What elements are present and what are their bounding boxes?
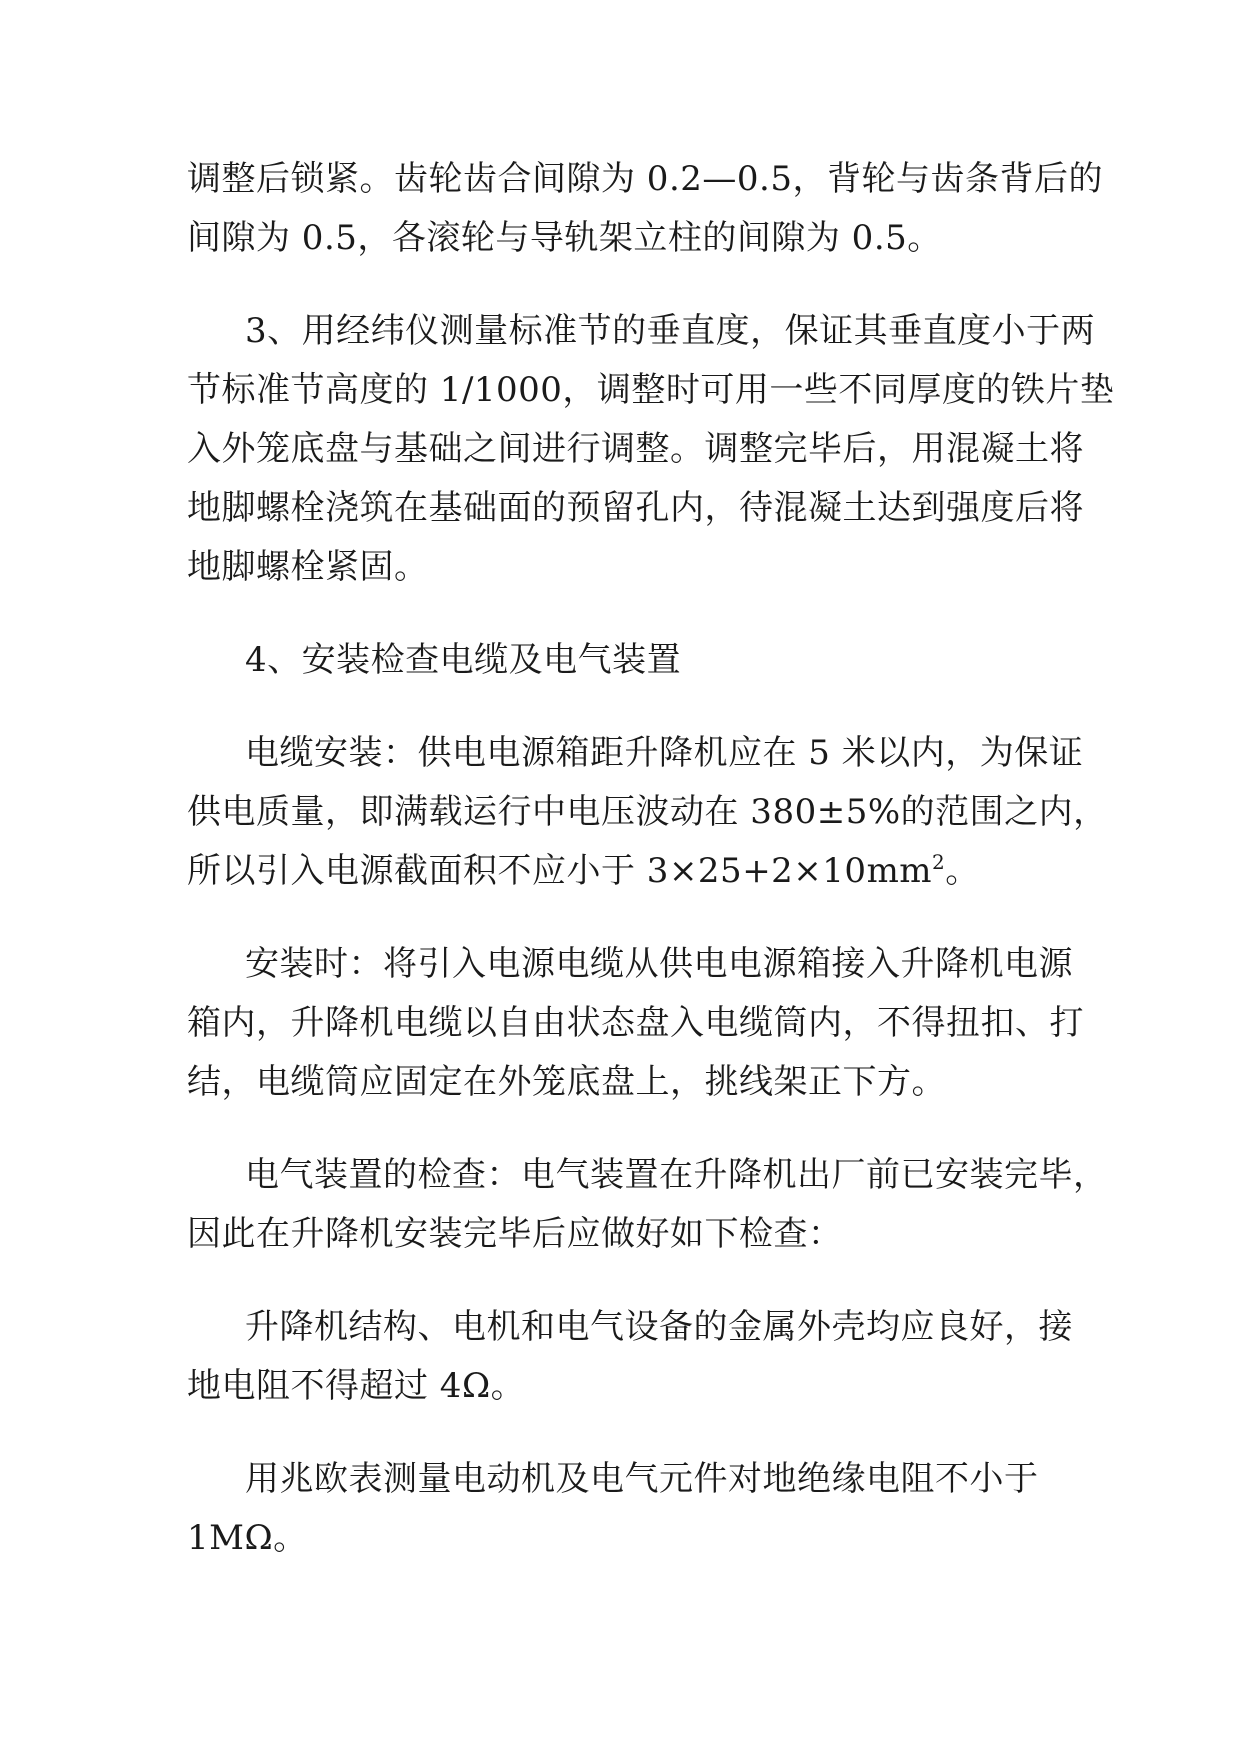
text-line: 地脚螺栓紧固。 [187,547,429,587]
paragraph-grounding-resistance [187,1298,1073,1416]
text-line: 电气装置的检查：电气装置在升降机出厂前已安装完毕， [245,1155,1108,1195]
paragraph-step-3-verticality [187,302,1115,597]
text-line: 升降机结构、电机和电气设备的金属外壳均应良好，接 [245,1307,1073,1347]
text-line: 安装时：将引入电源电缆从供电电源箱接入升降机电源 [245,944,1073,984]
text-line: 结，电缆筒应固定在外笼底盘上，挑线架正下方。 [187,1062,946,1102]
cable-section-text: 所以引入电源截面积不应小于 3×25+2×10mm [187,851,933,891]
text-line: 3、用经纬仪测量标准节的垂直度，保证其垂直度小于两 [245,311,1096,351]
text-line: 箱内，升降机电缆以自由状态盘入电缆筒内，不得扭扣、打 [187,1003,1084,1043]
paragraph-electrical-inspection [187,1146,1108,1264]
paragraph-cable-installation [187,724,1108,901]
text-line: 节标准节高度的 1/1000，调整时可用一些不同厚度的铁片垫 [187,370,1115,410]
text-line: 调整后锁紧。齿轮齿合间隙为 0.2—0.5，背轮与齿条背后的 [187,159,1103,199]
paragraph-step-4-heading [187,631,1059,690]
text-line: 间隙为 0.5，各滚轮与导轨架立柱的间隙为 0.5。 [187,218,942,258]
paragraph-gear-clearance [187,150,1103,268]
text-line: 供电质量，即满载运行中电压波动在 380±5%的范围之内， [187,792,1108,832]
section-heading: 4、安装检查电缆及电气装置 [245,640,682,680]
paragraph-insulation-resistance [187,1450,1059,1568]
text-line: 用兆欧表测量电动机及电气元件对地绝缘电阻不小于 [245,1459,1039,1499]
text-line-with-superscript [187,842,1059,901]
paragraph-installation-procedure [187,935,1084,1112]
body-text [187,150,1115,1602]
text-line: 1MΩ。 [187,1518,308,1558]
squared-superscript: 2 [932,850,946,874]
text-line: 电缆安装：供电电源箱距升降机应在 5 米以内，为保证 [245,733,1084,773]
line-end-punctuation: 。 [945,851,980,891]
text-line: 地脚螺栓浇筑在基础面的预留孔内，待混凝土达到强度后将 [187,488,1084,528]
text-line: 入外笼底盘与基础之间进行调整。调整完毕后，用混凝土将 [187,429,1084,469]
text-line: 因此在升降机安装完毕后应做好如下检查： [187,1214,843,1254]
text-line: 地电阻不得超过 4Ω。 [187,1366,526,1406]
